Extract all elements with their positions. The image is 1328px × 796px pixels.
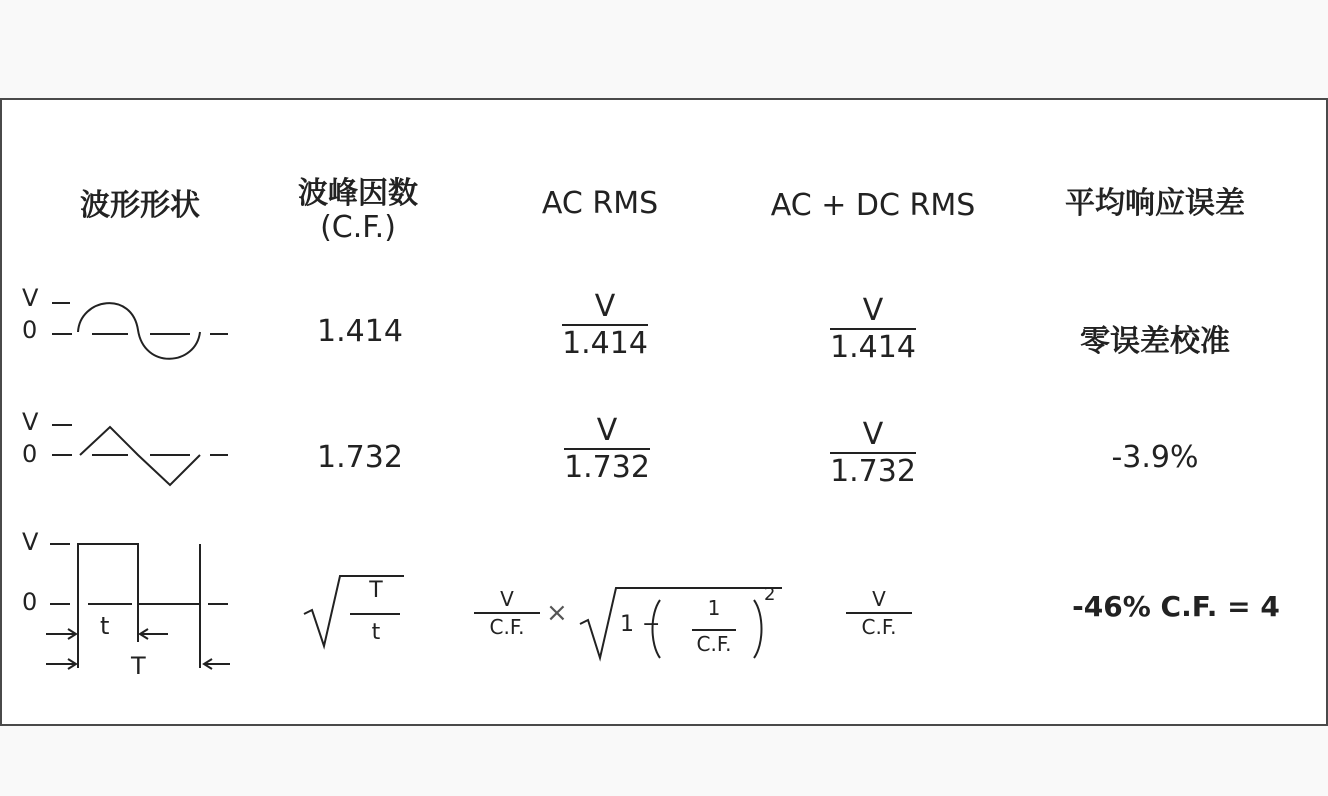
ac-dc-rms-fraction	[830, 418, 916, 490]
sine-wave-icon	[52, 303, 228, 359]
numerator: V	[596, 413, 618, 448]
crest-factor-denominator: t	[371, 620, 381, 645]
triangle-wave-icon	[52, 425, 228, 485]
header-ac-rms: AC RMS	[541, 186, 659, 221]
crest-factor-numerator: T	[369, 578, 383, 603]
minus-sign: −	[642, 612, 661, 637]
ac-dc-rms-fraction	[830, 294, 916, 366]
header-crest-factor-abbr: (C.F.)	[320, 210, 396, 245]
numerator: V	[862, 417, 884, 452]
crest-factor-value: 1.414	[317, 314, 403, 349]
pulse-width-label: t	[100, 612, 110, 640]
denominator: 1.414	[830, 330, 916, 365]
period-label: T	[131, 652, 146, 680]
ac-dc-rms-fraction	[846, 586, 912, 640]
axis-zero-label-2: 0	[22, 440, 38, 468]
sqrt-sign-icon	[576, 574, 786, 664]
denominator: C.F.	[861, 615, 897, 639]
pulse-wave-icon	[46, 544, 230, 669]
header-average-error: 平均响应误差	[1065, 186, 1245, 221]
denominator: C.F.	[489, 615, 525, 639]
exponent: 2	[764, 584, 776, 605]
ac-rms-fraction	[562, 290, 648, 362]
numerator: V	[500, 587, 514, 611]
one-term: 1	[620, 612, 634, 637]
crest-factor-value: 1.732	[317, 440, 403, 475]
ac-rms-fraction	[564, 414, 650, 486]
denominator: 1.732	[830, 454, 916, 489]
numerator: V	[594, 289, 616, 324]
multiply-sign: ×	[546, 598, 568, 628]
axis-zero-label-3: 0	[22, 588, 38, 616]
inner-numerator: 1	[707, 596, 721, 620]
denominator: 1.414	[562, 326, 648, 361]
average-error-value: -46% C.F. = 4	[1072, 590, 1280, 623]
axis-v-label-1: V	[22, 284, 39, 312]
average-error-value: 零误差校准	[1080, 324, 1230, 359]
header-ac-dc-rms: AC + DC RMS	[770, 188, 976, 223]
numerator: V	[862, 293, 884, 328]
ac-rms-fraction	[474, 586, 540, 640]
denominator: 1.732	[564, 450, 650, 485]
axis-v-label-3: V	[22, 528, 39, 556]
axis-zero-label-1: 0	[22, 316, 38, 344]
average-error-value: -3.9%	[1111, 440, 1199, 475]
numerator: V	[872, 587, 886, 611]
inner-denominator: C.F.	[696, 632, 732, 656]
waveform-diagrams	[0, 270, 260, 690]
header-waveform: 波形形状	[80, 188, 200, 223]
axis-v-label-2: V	[22, 408, 39, 436]
sqrt-sign-icon	[300, 566, 420, 656]
header-crest-factor: 波峰因数	[298, 176, 418, 211]
